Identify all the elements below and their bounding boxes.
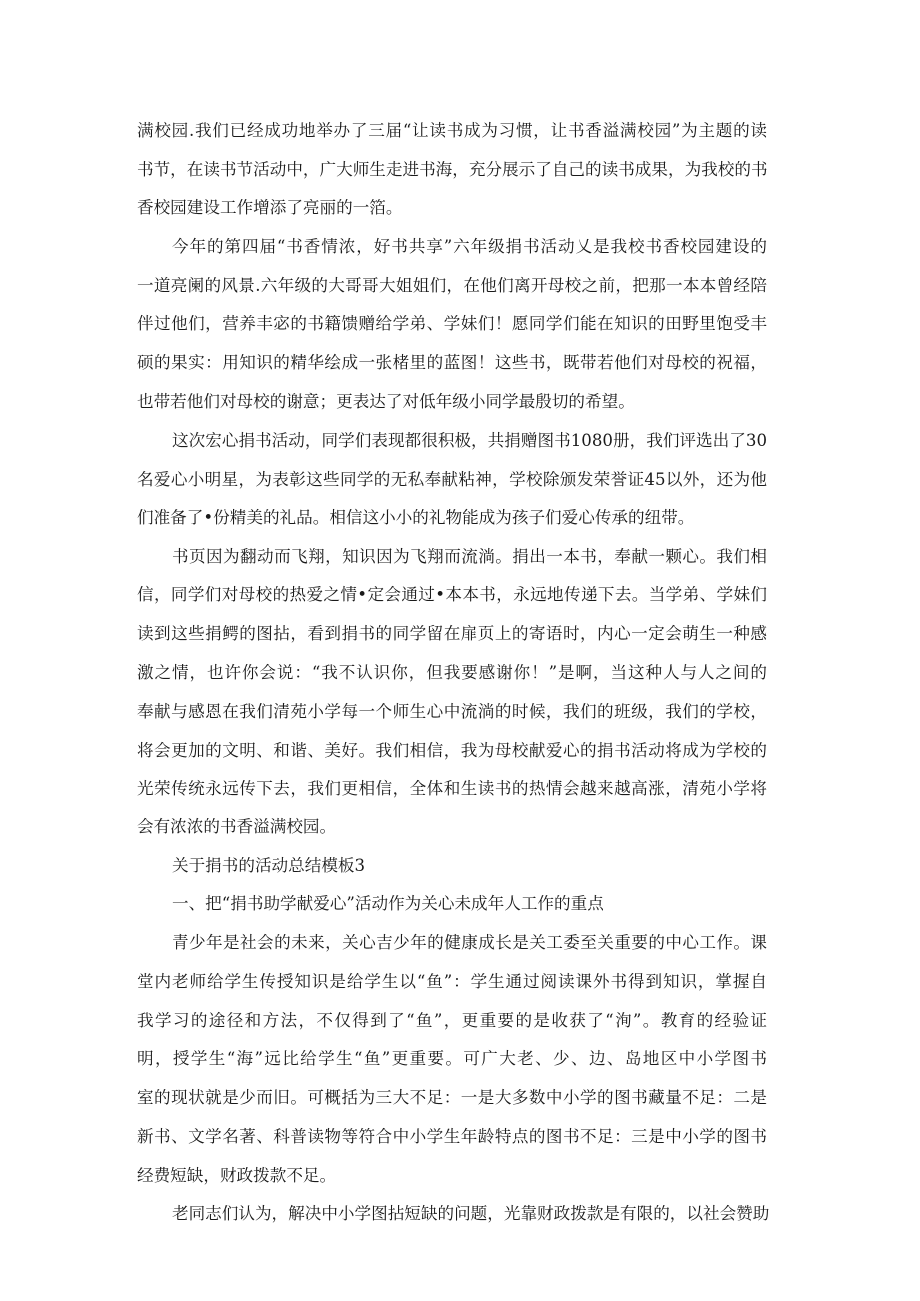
text-line: 这次宏心捐书活动，同学们表现都很积极，共捐赠图书1080册，我们评选出了30	[172, 431, 767, 450]
text-line: 老同志们认为，解决中小学图拈短缺的问题，光靠财政拨款是有限的，以社会赞助	[172, 1204, 770, 1223]
text-line: 奉献与感恩在我们清苑小学每一个师生心中流淌的时候，我们的班级，我们的学校，	[137, 702, 767, 721]
subsection-heading: 一、把“捐书助学献爱心”活动作为关心未成年人工作的重点	[172, 894, 604, 913]
text-line: 堂内老师给学生传授知识是给学生以“鱼”：学生通过阅读课外书得到知识，掌握自	[137, 972, 767, 991]
text-line: 经费短缺，财政拨款不足。	[137, 1166, 337, 1185]
text-line: 光荣传统永远传下去，我们更相信，全体和生读书的热情会越来越高涨，清苑小学将	[137, 779, 767, 798]
text-line: 明，授学生“海”远比给学生“鱼”更重要。可广大老、少、边、岛地区中小学图书	[137, 1049, 767, 1068]
text-line: 名爱心小明星，为表彰这些同学的无私奉献粘神，学校除颁发荣誉证45以外，还为他	[137, 470, 767, 489]
text-line: 也带若他们对母校的谢意；更表达了对低年级小同学最殷切的希望。	[137, 392, 635, 411]
text-line: 新书、文学名著、科普读物等符合中小学生年龄特点的图书不足：三是中小学的图书	[137, 1127, 767, 1146]
text-line: 今年的第四届“书香情浓，好书共享”六年级捐书活动乂是我校书香校园建设的	[172, 237, 767, 256]
text-line: 香校园建设工作增添了亮丽的一箔。	[137, 198, 403, 217]
text-line: 一道亮阑的风景.六年级的大哥哥大姐姐们，在他们离开母校之前，把那一本本曾经陪	[137, 276, 767, 295]
text-line: 我学习的途径和方法，不仅得到了“鱼”，更重要的是收获了“洵”。教育的经验证	[137, 1011, 767, 1030]
text-line: 会有浓浓的书香溢满校园。	[137, 817, 337, 836]
text-line: 激之情，也许你会说：“我不认识你，但我要感谢你！”是啊，当这种人与人之间的	[137, 663, 767, 682]
text-line: 将会更加的文明、和谐、美好。我们相信，我为母校献爱心的捐书活动将成为学校的	[137, 741, 767, 760]
text-line: 室的现状就是少而旧。可概括为三大不足：一是大多数中小学的图书藏量不足：二是	[137, 1088, 767, 1107]
text-line: 们准备了•份精美的礼品。相信这小小的礼物能成为孩子们爱心传承的纽带。	[137, 508, 695, 527]
text-line: 书节，在读书节活动中，广大师生走进书海，充分展示了自己的读书成果，为我校的书	[137, 160, 768, 179]
text-line: 满校园.我们已经成功地举办了三届“让读书成为习惯，让书香溢满校园”为主题的读	[137, 121, 767, 140]
text-line: 硕的果实：用知识的精华绘成一张楮里的蓝图！这些书，既带若他们对母校的祝福，	[137, 353, 767, 372]
text-line: 信，同学们对母校的热爱之情•定会通过•本本书，永远地传递下去。当学弟、学妹们	[137, 585, 767, 604]
text-line: 读到这些捐鳄的图拈，看到捐书的同学留在扉页上的寄语时，内心一定会萌生一种感	[137, 624, 767, 643]
text-line: 书页因为翻动而飞翔，知识因为飞翔而流淌。捐出一本书，奉献一颗心。我们相	[172, 547, 767, 566]
text-line: 伴过他们，营养丰宓的书籍馈赠给学弟、学妹们！愿同学们能在知识的田野里饱受丰	[137, 314, 767, 333]
section-title: 关于捐书的活动总结模板3	[172, 856, 366, 875]
text-line: 青少年是社会的未来，关心吉少年的健康成长是关工委至关重要的中心工作。课	[172, 933, 767, 952]
